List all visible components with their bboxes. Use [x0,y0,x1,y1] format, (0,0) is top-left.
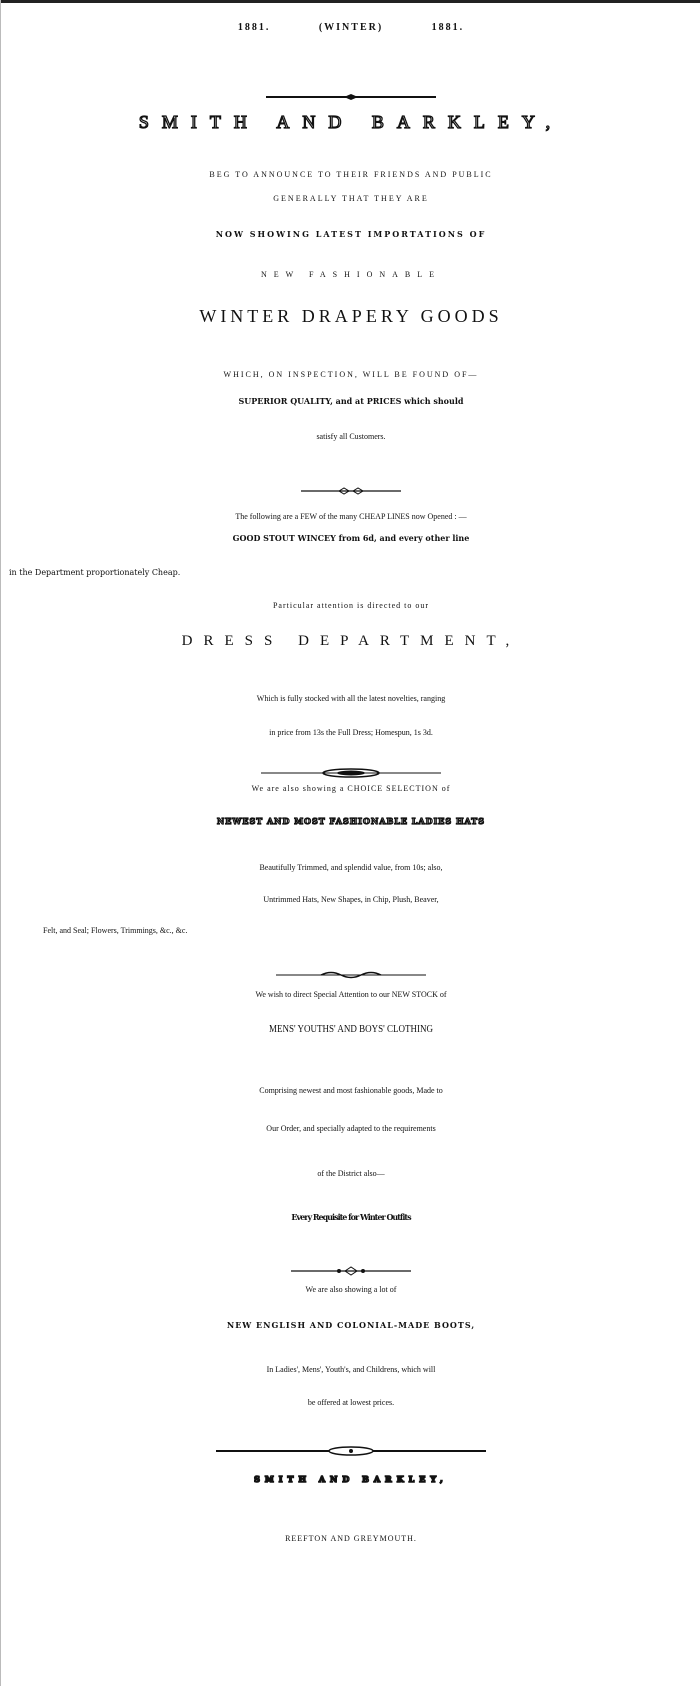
announce-line-2: GENERALLY THAT THEY ARE [273,194,429,203]
ladies-hats: NEWEST AND MOST FASHIONABLE LADIES HATS [216,816,486,826]
hats-line-3: Felt, and Seal; Flowers, Trimmings, &c., &c. [43,926,188,935]
cheap-lines-intro: The following are a FEW of the many CHEAP LINES now Opened : — [235,512,467,521]
novelties-line-1: Which is fully stocked with all the latest novelties, ranging [256,694,446,703]
year-left: 1881. [237,22,271,33]
particular-attention: Particular attention is directed to our [272,601,430,610]
novelties-line-2: in price from 13s the Full Dress; Homespun, 1s 3d. [269,728,433,737]
which-on-inspection: WHICH, ON INSPECTION, WILL BE FOUND OF— [223,370,479,379]
special-attention: We wish to direct Special Attention to our NEW STOCK of [255,990,447,999]
new-fashionable: NEW FASHIONABLE [260,270,442,279]
comprising-line-2: Our Order, and specially adapted to the requirements [266,1124,436,1133]
now-showing: NOW SHOWING LATEST IMPORTATIONS OF [215,229,487,239]
divider-2 [1,487,700,495]
footer-firm-name: SMITH AND BARKLEY, [254,1474,448,1484]
comprising-line-1: Comprising newest and most fashionable goods, Made to [259,1086,443,1095]
mens-clothing: MENS' YOUTHS' AND BOYS' CLOTHING [268,1023,434,1035]
divider-5 [1,1266,700,1276]
header-line [1,22,700,72]
winter-drapery: WINTER DRAPERY GOODS [199,306,503,326]
wincey-line: GOOD STOUT WINCEY from 6d, and every other line [232,533,470,543]
divider-6 [1,1446,700,1456]
year-right: 1881. [431,22,465,33]
comprising-line-3: of the District also— [317,1169,385,1178]
superior-quality: SUPERIOR QUALITY, and at PRICES which should [238,396,464,406]
department-line: in the Department proportionately Cheap. [9,568,181,577]
divider-1 [1,93,700,101]
boots-line-1: In Ladies', Mens', Youth's, and Childrens, which will [266,1365,436,1374]
hats-line-1: Beautifully Trimmed, and splendid value, from 10s; also, [259,863,443,872]
boots-heading: NEW ENGLISH AND COLONIAL-MADE BOOTS, [226,1320,476,1330]
firm-name: SMITH AND BARKLEY, [138,112,564,132]
boots-line-2: be offered at lowest prices. [307,1398,395,1407]
season-label: (WINTER) [318,22,384,33]
top-border [1,0,700,3]
footer-location: REEFTON AND GREYMOUTH. [285,1534,417,1543]
choice-selection: We are also showing a CHOICE SELECTION of [251,784,451,793]
divider-4 [1,970,700,980]
hats-line-2: Untrimmed Hats, New Shapes, in Chip, Plush, Beaver, [263,895,439,904]
lot-of: We are also showing a lot of [305,1285,397,1294]
announce-line-1: BEG TO ANNOUNCE TO THEIR FRIENDS AND PUBLIC [209,170,493,179]
divider-3 [1,768,700,778]
dress-department: DRESS DEPARTMENT, [181,633,521,649]
satisfy-line: satisfy all Customers. [316,432,386,441]
every-requisite: Every Requisite for Winter Outfits [291,1212,411,1222]
